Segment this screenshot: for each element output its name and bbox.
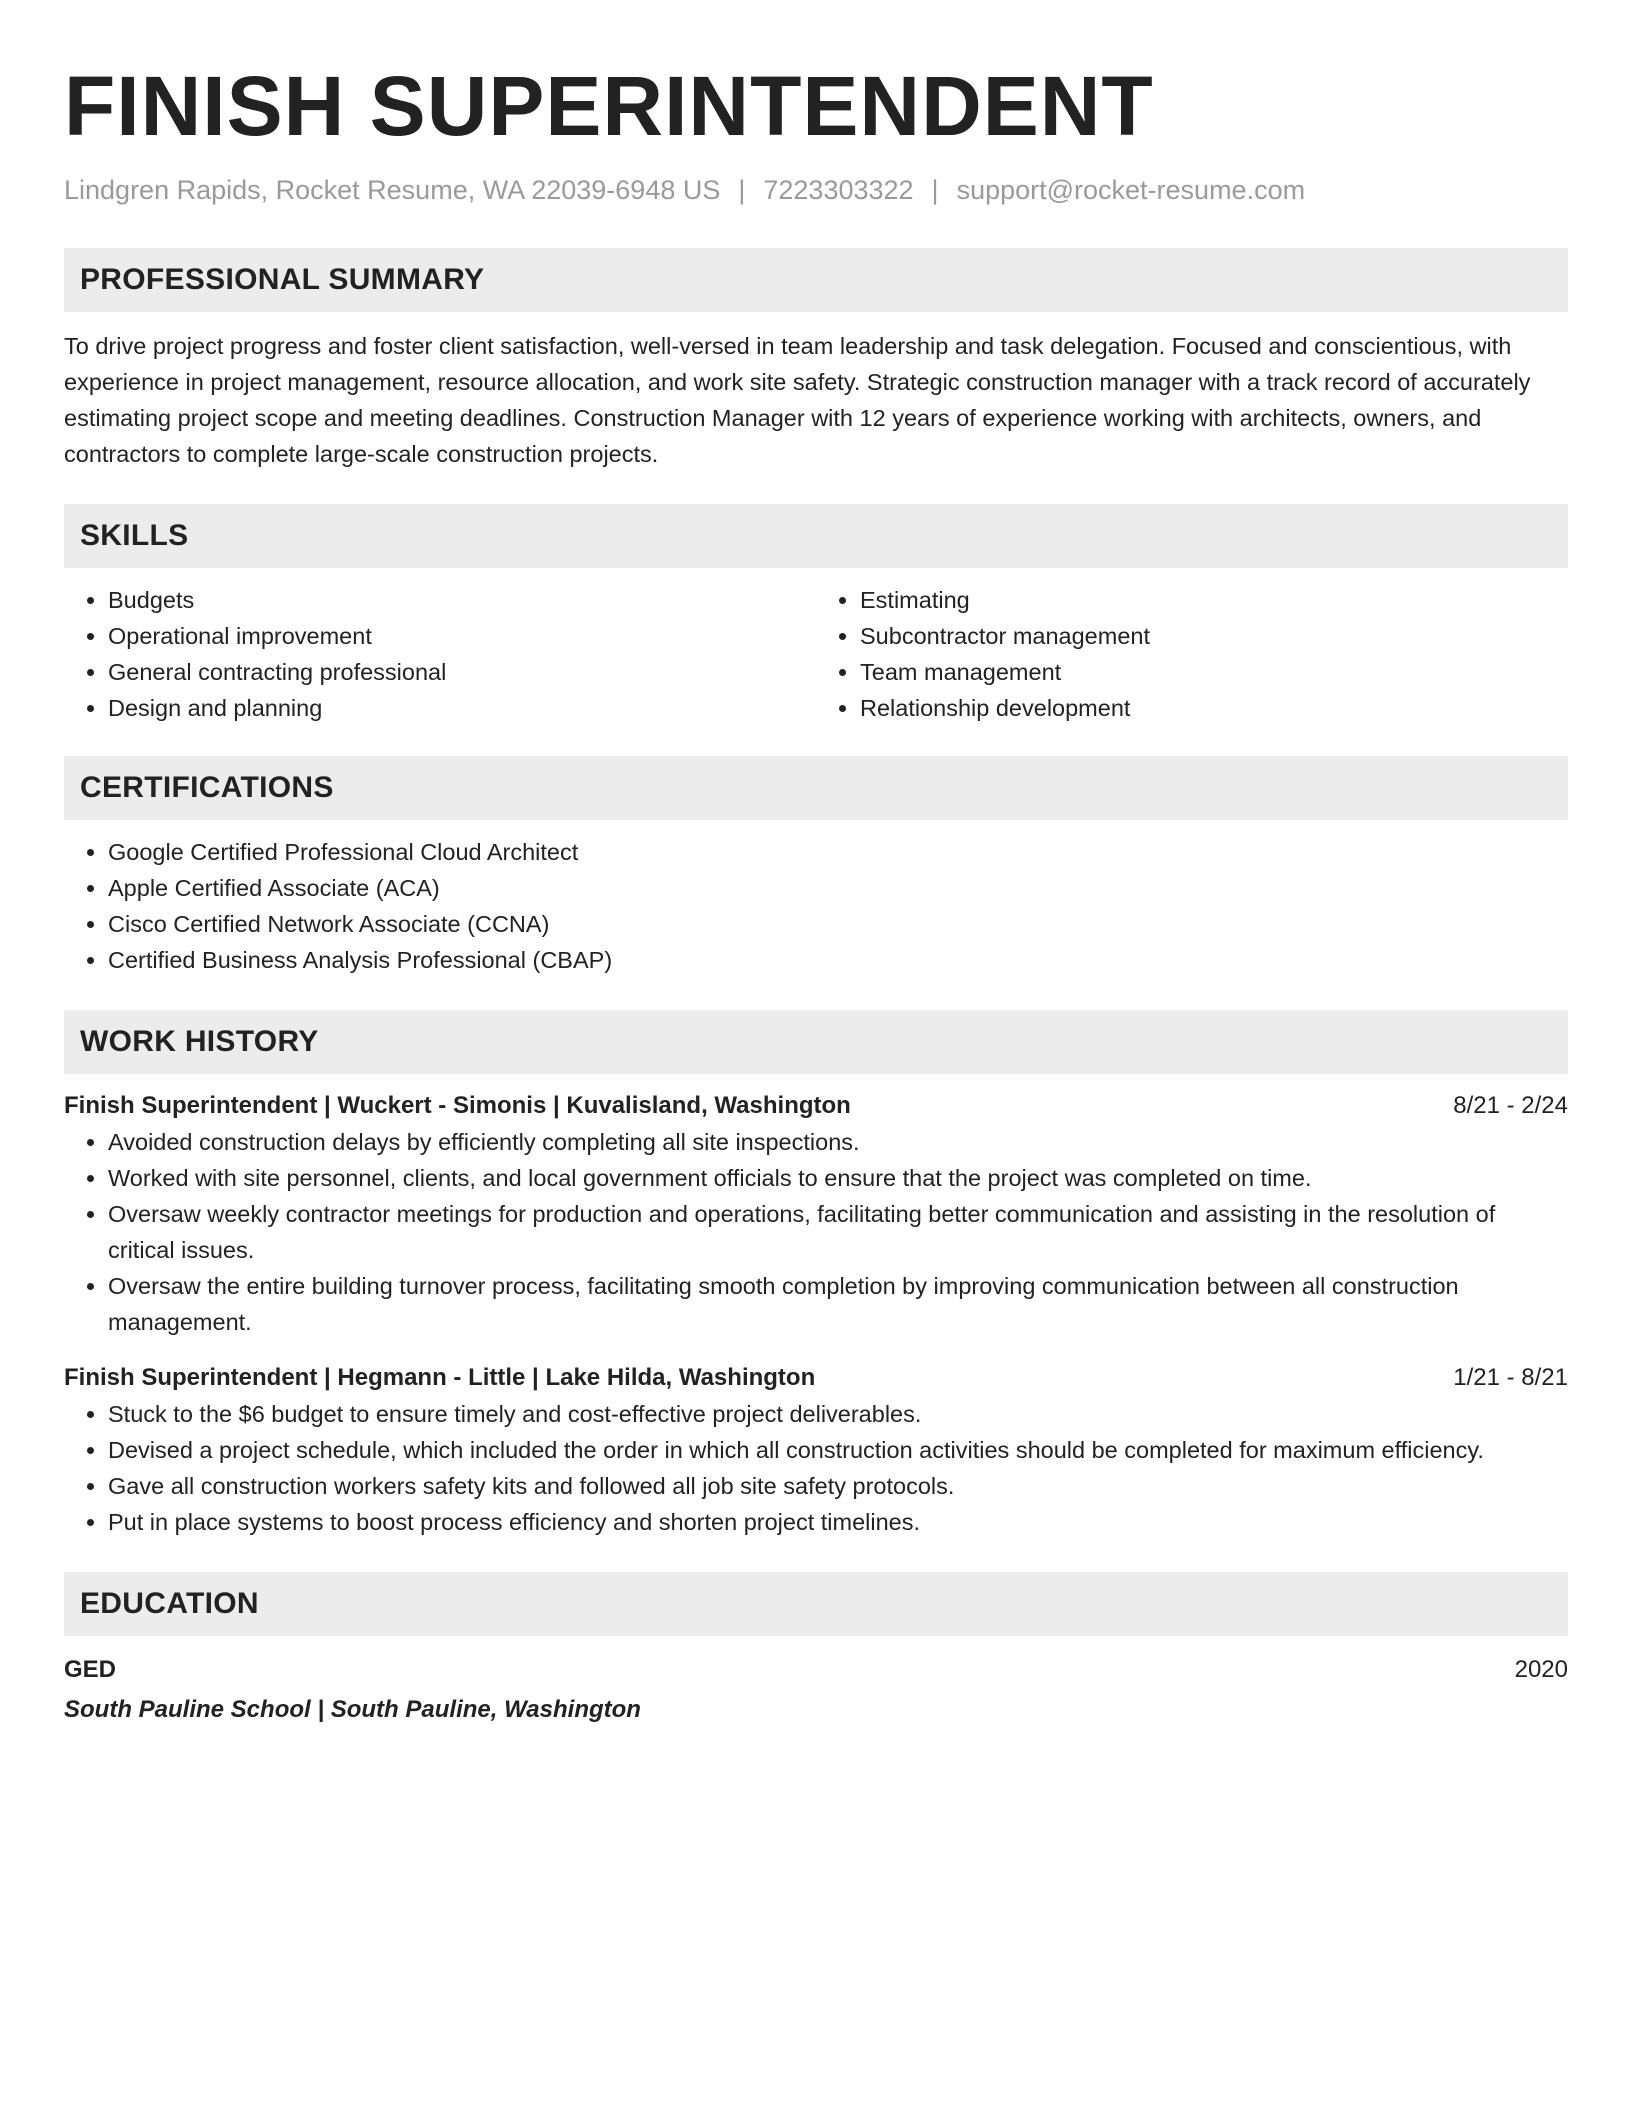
summary-text: To drive project progress and foster client satisfaction, well-versed in team leadership and task delegation. Focused and conscientious, with experience in project management, resource allocation, and work site safety. Strategic construction manager with a track record of accurately estimating project scope and meeting deadlines. Construction Manager with 12 years of experience working with architects, owners, and contractors to complete large-scale construction projects.	[64, 333, 1531, 467]
skills-heading: SKILLS	[64, 504, 1568, 568]
education-header	[64, 1652, 1568, 1688]
certification-item: • Google Certified Professional Cloud Architect	[108, 834, 1568, 870]
skill-item: • Relationship development	[860, 690, 1568, 726]
job-header	[64, 1360, 1568, 1396]
job-bullet: • Oversaw weekly contractor meetings for production and operations, facilitating better communication and assisting in the resolution of critical issues.	[108, 1196, 1568, 1268]
summary-heading: PROFESSIONAL SUMMARY	[64, 248, 1568, 312]
candidate-name: FINISH SUPERINTENDENT	[64, 59, 1154, 153]
job-bullet: • Devised a project schedule, which included the order in which all construction activities should be completed for maximum efficiency.	[108, 1432, 1568, 1468]
education-heading: EDUCATION	[64, 1572, 1568, 1636]
skill-item: • Design and planning	[108, 690, 816, 726]
skills-columns	[64, 582, 1568, 726]
contact-email: support@rocket-resume.com	[956, 175, 1306, 205]
job-dates: 1/21 - 8/21	[1453, 1364, 1568, 1391]
skill-item: • General contracting professional	[108, 654, 816, 690]
job-dates: 8/21 - 2/24	[1453, 1092, 1568, 1119]
contact-separator: |	[738, 175, 746, 205]
job-title: Finish Superintendent | Wuckert - Simonis | Kuvalisland, Washington	[64, 1092, 851, 1119]
education-year: 2020	[1514, 1656, 1568, 1683]
work-history-heading: WORK HISTORY	[64, 1010, 1568, 1074]
education-section	[64, 1572, 1568, 1728]
job-bullet: • Worked with site personnel, clients, and local government officials to ensure that the project was completed on time.	[108, 1160, 1568, 1196]
contact-separator: |	[931, 175, 939, 205]
skill-item: • Operational improvement	[108, 618, 816, 654]
certification-item: • Certified Business Analysis Professional (CBAP)	[108, 942, 1568, 978]
certifications-heading: CERTIFICATIONS	[64, 756, 1568, 820]
skills-right-column	[816, 582, 1568, 726]
education-degree: GED	[64, 1656, 117, 1683]
job-entry	[64, 1088, 1568, 1340]
contact-phone: 7223303322	[763, 175, 914, 205]
skill-item: • Team management	[860, 654, 1568, 690]
skill-item: • Subcontractor management	[860, 618, 1568, 654]
skills-left-column	[64, 582, 816, 726]
job-entry	[64, 1360, 1568, 1540]
job-bullet: • Gave all construction workers safety kits and followed all job site safety protocols.	[108, 1468, 1568, 1504]
certification-item: • Cisco Certified Network Associate (CCNA)	[108, 906, 1568, 942]
job-bullet: • Avoided construction delays by efficiently completing all site inspections.	[108, 1124, 1568, 1160]
job-bullet: • Oversaw the entire building turnover process, facilitating smooth completion by improving communication between all construction management.	[108, 1268, 1568, 1340]
job-bullet: • Put in place systems to boost process efficiency and shorten project timelines.	[108, 1504, 1568, 1540]
certifications-section	[64, 756, 1568, 978]
summary-section	[64, 248, 1568, 472]
contact-line	[64, 172, 1568, 208]
education-school: South Pauline School | South Pauline, Washington	[64, 1696, 641, 1723]
contact-address: Lindgren Rapids, Rocket Resume, WA 22039-6948 US	[64, 175, 721, 205]
skills-section	[64, 504, 1568, 726]
job-title: Finish Superintendent | Hegmann - Little | Lake Hilda, Washington	[64, 1364, 816, 1391]
work-history-section	[64, 1010, 1568, 1540]
job-header	[64, 1088, 1568, 1124]
job-bullet: • Stuck to the $6 budget to ensure timely and cost-effective project deliverables.	[108, 1396, 1568, 1432]
certification-item: • Apple Certified Associate (ACA)	[108, 870, 1568, 906]
skill-item: • Budgets	[108, 582, 816, 618]
skill-item: • Estimating	[860, 582, 1568, 618]
